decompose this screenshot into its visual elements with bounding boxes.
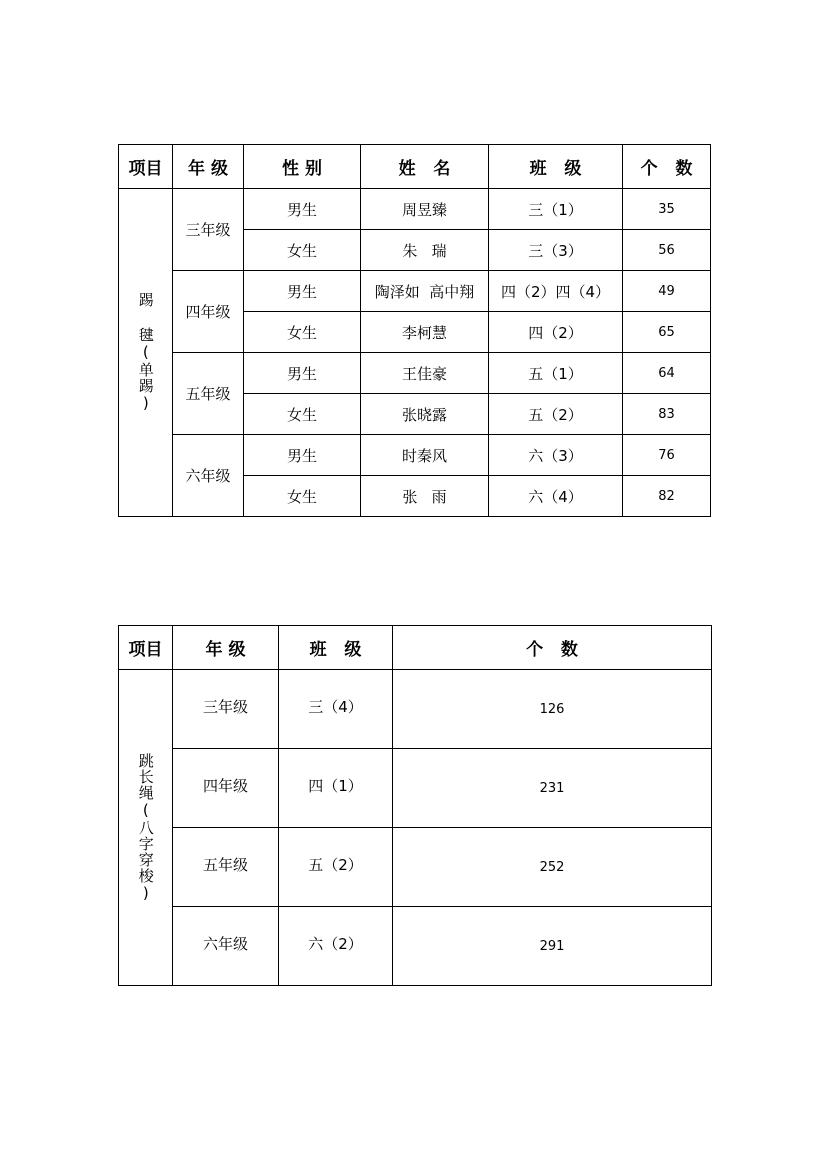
header-project: 项目 xyxy=(119,145,173,189)
project-label: 踢 毽(单踢) xyxy=(136,292,155,413)
name-cell: 陶泽如 高中翔 xyxy=(361,271,489,312)
project-label: 跳长绳(八字穿梭) xyxy=(136,752,155,903)
count-cell: 35 xyxy=(623,189,711,230)
table-row xyxy=(119,189,711,230)
gender-cell: 男生 xyxy=(244,271,361,312)
class-cell: 六（2） xyxy=(279,907,393,986)
name-cell: 时秦风 xyxy=(361,435,489,476)
gender-cell: 女生 xyxy=(244,476,361,517)
count-cell: 82 xyxy=(623,476,711,517)
count-cell: 252 xyxy=(393,828,712,907)
class-cell: 五（2） xyxy=(279,828,393,907)
count-cell: 49 xyxy=(623,271,711,312)
gender-cell: 男生 xyxy=(244,189,361,230)
table-row xyxy=(119,828,712,907)
shuttlecock-results-table xyxy=(118,144,711,517)
gender-cell: 男生 xyxy=(244,435,361,476)
name-cell: 朱 瑞 xyxy=(361,230,489,271)
grade-cell: 三年级 xyxy=(173,670,279,749)
table-header-row xyxy=(119,145,711,189)
long-rope-results-table xyxy=(118,625,712,986)
header-count: 个 数 xyxy=(623,145,711,189)
grade-cell: 四年级 xyxy=(173,271,244,353)
project-cell xyxy=(119,189,173,517)
table-row xyxy=(119,670,712,749)
gender-cell: 女生 xyxy=(244,394,361,435)
class-cell: 四（1） xyxy=(279,749,393,828)
header-grade: 年 级 xyxy=(173,626,279,670)
count-cell: 291 xyxy=(393,907,712,986)
grade-cell: 五年级 xyxy=(173,353,244,435)
class-cell: 三（1） xyxy=(489,189,623,230)
count-cell: 76 xyxy=(623,435,711,476)
class-cell: 四（2）四（4） xyxy=(489,271,623,312)
grade-cell: 六年级 xyxy=(173,435,244,517)
class-cell: 五（2） xyxy=(489,394,623,435)
header-count: 个 数 xyxy=(393,626,712,670)
class-cell: 四（2） xyxy=(489,312,623,353)
header-name: 姓 名 xyxy=(361,145,489,189)
class-cell: 三（3） xyxy=(489,230,623,271)
class-cell: 六（4） xyxy=(489,476,623,517)
header-project: 项目 xyxy=(119,626,173,670)
table-row xyxy=(119,907,712,986)
count-cell: 126 xyxy=(393,670,712,749)
table-row xyxy=(119,353,711,394)
grade-cell: 四年级 xyxy=(173,749,279,828)
class-cell: 六（3） xyxy=(489,435,623,476)
header-class: 班 级 xyxy=(489,145,623,189)
gender-cell: 女生 xyxy=(244,312,361,353)
class-cell: 三（4） xyxy=(279,670,393,749)
table-row xyxy=(119,271,711,312)
table-header-row xyxy=(119,626,712,670)
project-cell xyxy=(119,670,173,986)
class-cell: 五（1） xyxy=(489,353,623,394)
count-cell: 83 xyxy=(623,394,711,435)
gender-cell: 男生 xyxy=(244,353,361,394)
name-cell: 王佳豪 xyxy=(361,353,489,394)
name-cell: 张晓露 xyxy=(361,394,489,435)
count-cell: 65 xyxy=(623,312,711,353)
grade-cell: 六年级 xyxy=(173,907,279,986)
gender-cell: 女生 xyxy=(244,230,361,271)
table-row xyxy=(119,749,712,828)
name-cell: 李柯慧 xyxy=(361,312,489,353)
name-cell: 张 雨 xyxy=(361,476,489,517)
header-gender: 性 别 xyxy=(244,145,361,189)
count-cell: 64 xyxy=(623,353,711,394)
name-cell: 周昱臻 xyxy=(361,189,489,230)
header-grade: 年 级 xyxy=(173,145,244,189)
count-cell: 56 xyxy=(623,230,711,271)
table-row xyxy=(119,435,711,476)
header-class: 班 级 xyxy=(279,626,393,670)
count-cell: 231 xyxy=(393,749,712,828)
grade-cell: 五年级 xyxy=(173,828,279,907)
grade-cell: 三年级 xyxy=(173,189,244,271)
